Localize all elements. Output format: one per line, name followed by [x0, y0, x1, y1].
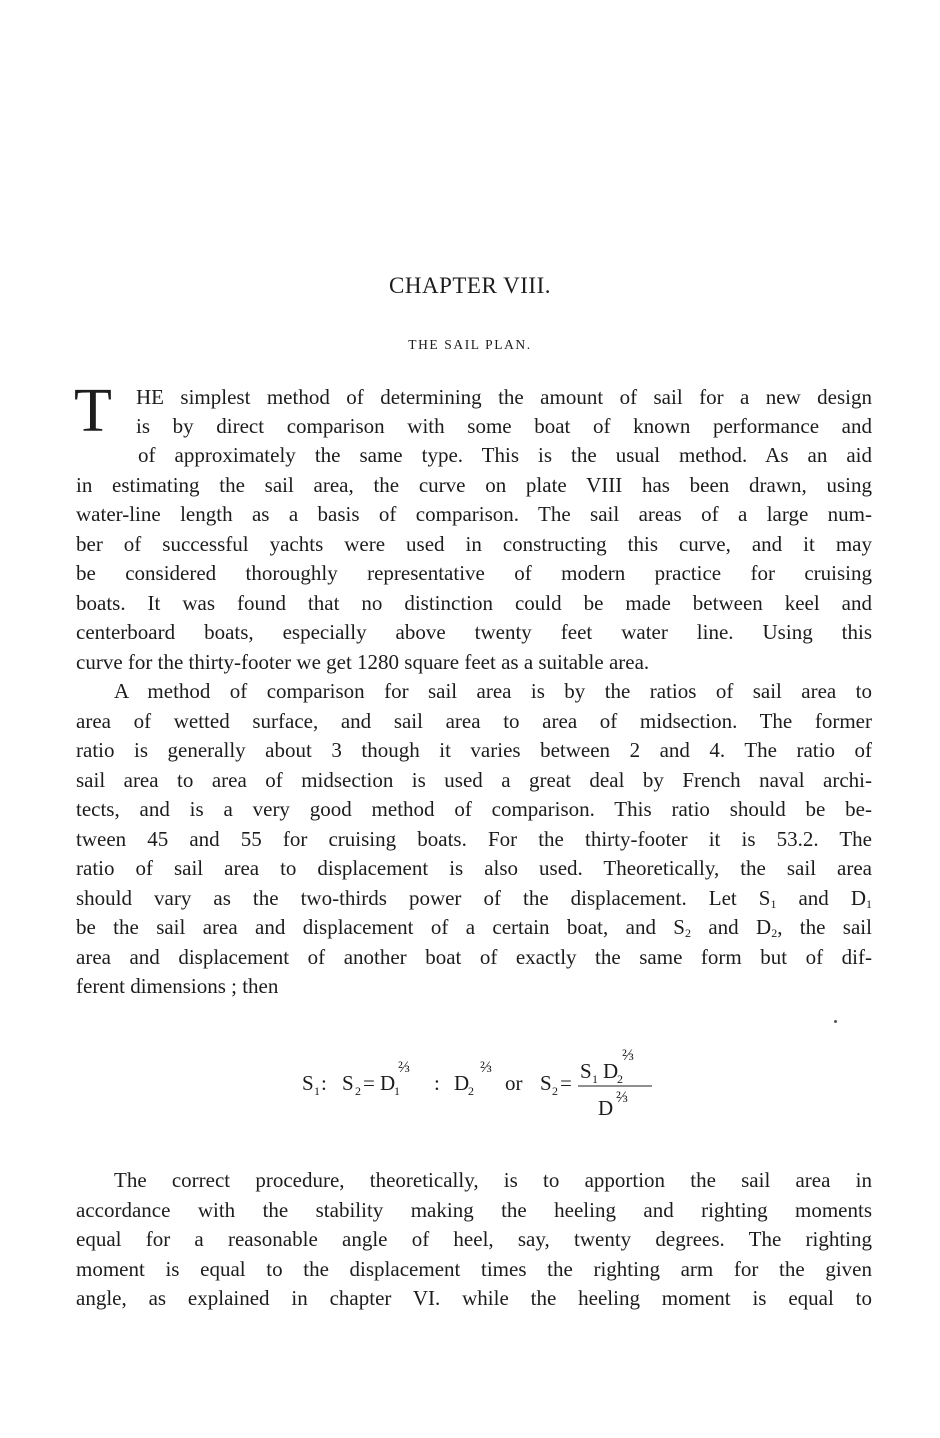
sail-area-formula — [300, 1040, 670, 1130]
stray-print-mark — [834, 1020, 837, 1023]
subscript: 2 — [684, 926, 691, 940]
formula-sub: 1 — [592, 1072, 598, 1086]
text-line: curve for the thirty-footer we get 1280 square feet as a suitable area. — [76, 650, 650, 674]
formula-sub: 2 — [355, 1084, 361, 1098]
text-line: tects, and is a very good method of comparison. This ratio should be be- — [76, 797, 872, 821]
formula-exponent: ⅔ — [622, 1047, 634, 1064]
drop-cap: T — [74, 377, 112, 445]
text-line: moment is equal to the displacement times the righting arm for the given — [76, 1257, 872, 1281]
text-line: HE simplest method of determining the amount of sail for a new design — [136, 385, 872, 409]
formula-s1: S — [302, 1071, 314, 1095]
formula-or: or — [505, 1071, 523, 1095]
formula-exponent: ⅔ — [398, 1059, 410, 1076]
text-line: ratio of sail area to displacement is also used. Theoretically, the sail area — [76, 856, 872, 880]
formula-s2: S — [342, 1071, 354, 1095]
text-line: ferent dimensions ; then — [76, 974, 279, 998]
text-segment: and D — [690, 915, 772, 939]
chapter-title: CHAPTER VIII. — [389, 273, 551, 298]
text-segment: be the sail area and displacement of a certain boat, and S — [76, 915, 685, 939]
text-segment: , the sail — [777, 915, 872, 939]
text-line: A method of comparison for sail area is by the ratios of sail area to — [114, 679, 872, 703]
formula-sub: 1 — [394, 1084, 400, 1098]
section-title: THE SAIL PLAN. — [408, 337, 532, 352]
formula-denominator-d: D — [598, 1096, 614, 1120]
formula-equals: = — [363, 1071, 375, 1095]
text-segment: should vary as the two-thirds power of the displacement. Let S — [76, 886, 771, 910]
formula-exponent: ⅔ — [616, 1089, 628, 1106]
text-line: angle, as explained in chapter VI. while the heeling moment is equal to — [76, 1286, 872, 1310]
text-line: sail area to area of midsection is used a great deal by French naval archi- — [76, 768, 872, 792]
formula-numerator-s1: S — [580, 1059, 592, 1083]
text-line: area and displacement of another boat of exactly the same form but of dif- — [76, 945, 872, 969]
text-line: boats. It was found that no distinction could be made between keel and — [76, 591, 872, 615]
formula-sub: 2 — [617, 1072, 623, 1086]
text-line: is by direct comparison with some boat of known performance and — [136, 414, 872, 438]
formula-d2: D — [454, 1071, 470, 1095]
text-line: ratio is generally about 3 though it varies between 2 and 4. The ratio of — [76, 738, 872, 762]
formula-sub: 1 — [314, 1084, 320, 1098]
text-line-with-subscripts — [76, 913, 872, 943]
text-line: be considered thoroughly representative of modern practice for cruising — [76, 561, 872, 585]
formula-sub: 2 — [552, 1084, 558, 1098]
subscript: 1 — [770, 897, 777, 911]
text-segment: and D — [776, 886, 866, 910]
text-line: in estimating the sail area, the curve on plate VIII has been drawn, using — [76, 473, 872, 497]
text-line: area of wetted surface, and sail area to area of midsection. The former — [76, 709, 872, 733]
formula-equals: = — [560, 1071, 572, 1095]
formula-colon: : — [434, 1071, 440, 1095]
formula-colon: : — [321, 1071, 327, 1095]
text-line: centerboard boats, especially above twenty feet water line. Using this — [76, 620, 872, 644]
text-line: The correct procedure, theoretically, is to apportion the sail area in — [114, 1168, 872, 1192]
text-line: tween 45 and 55 for cruising boats. For the thirty-footer it is 53.2. The — [76, 827, 872, 851]
text-line: accordance with the stability making the heeling and righting moments — [76, 1198, 872, 1222]
formula-d1: D — [380, 1071, 396, 1095]
text-line: water-line length as a basis of comparison. The sail areas of a large num- — [76, 502, 872, 526]
formula-numerator-d2: D — [603, 1059, 619, 1083]
text-line: of approximately the same type. This is the usual method. As an aid — [138, 443, 872, 467]
subscript: 1 — [865, 897, 872, 911]
text-line: equal for a reasonable angle of heel, say, twenty degrees. The righting — [76, 1227, 872, 1251]
text-line: ber of successful yachts were used in constructing this curve, and it may — [76, 532, 872, 556]
formula-exponent: ⅔ — [480, 1059, 492, 1076]
subscript: 2 — [771, 926, 778, 940]
formula-sub: 2 — [468, 1084, 474, 1098]
formula-s2: S — [540, 1071, 552, 1095]
text-line-with-subscripts — [76, 884, 872, 914]
